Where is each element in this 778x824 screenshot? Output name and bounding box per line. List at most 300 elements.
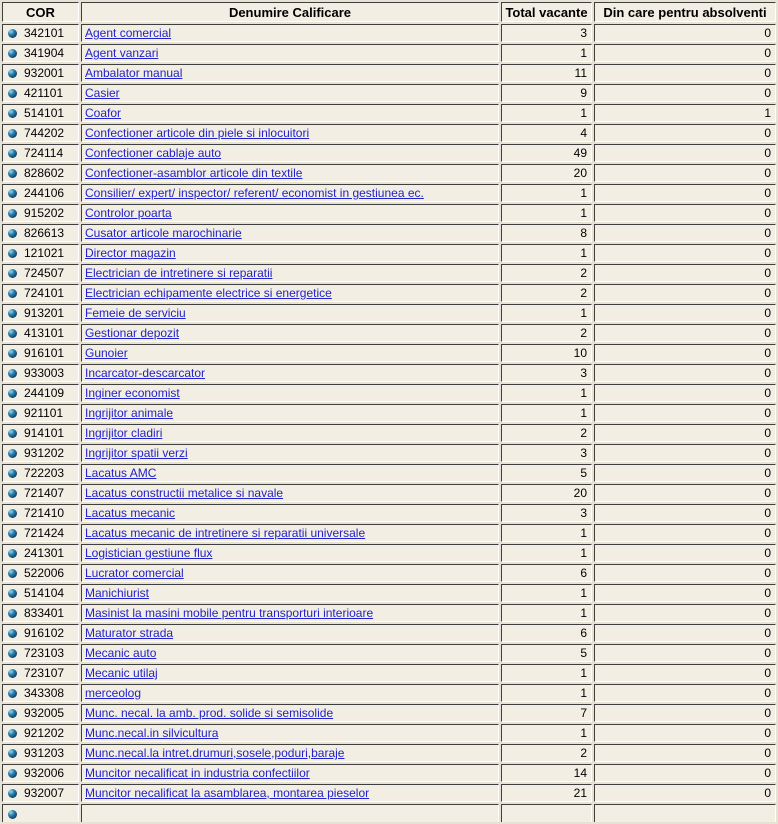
- sphere-bullet-icon: [8, 349, 17, 358]
- cor-cell: [2, 784, 79, 802]
- sphere-bullet-icon: [8, 149, 17, 158]
- graduate-vacancies-cell: [594, 104, 776, 122]
- graduate-vacancies-value: 0: [764, 286, 771, 300]
- cor-cell: [2, 284, 79, 302]
- graduate-vacancies-cell: [594, 224, 776, 242]
- total-vacancies-value: 9: [580, 86, 587, 100]
- table-row: [2, 364, 776, 382]
- graduate-vacancies-value: 0: [764, 186, 771, 200]
- total-vacancies-cell: [501, 64, 592, 82]
- qualification-link[interactable]: Consilier/ expert/ inspector/ referent/ economist in gestiunea ec.: [85, 186, 424, 200]
- qualification-link[interactable]: Muncitor necalificat la asamblarea, montarea pieselor: [85, 786, 370, 800]
- qualification-link[interactable]: Confectioner-asamblor articole din textile: [85, 166, 303, 180]
- cor-cell: [2, 624, 79, 642]
- graduate-vacancies-value: 0: [764, 686, 771, 700]
- total-vacancies-value: 21: [573, 786, 587, 800]
- cor-cell: [2, 124, 79, 142]
- cor-code: 121021: [24, 246, 65, 260]
- qualification-cell: [81, 304, 499, 322]
- total-vacancies-cell: [501, 204, 592, 222]
- graduate-vacancies-cell: [594, 524, 776, 542]
- total-vacancies-value: 1: [580, 726, 587, 740]
- cor-code: 921202: [24, 726, 65, 740]
- qualification-link[interactable]: Ingrijitor spatii verzi: [85, 446, 188, 460]
- total-vacancies-cell: [501, 784, 592, 802]
- graduate-vacancies-value: 0: [764, 446, 771, 460]
- qualification-link[interactable]: Coafor: [85, 106, 122, 120]
- table-row: [2, 564, 776, 582]
- qualification-link[interactable]: Femeie de serviciu: [85, 306, 186, 320]
- sphere-bullet-icon: [8, 469, 17, 478]
- sphere-bullet-icon: [8, 489, 17, 498]
- qualification-link[interactable]: Ingrijitor cladiri: [85, 426, 163, 440]
- total-vacancies-cell: [501, 144, 592, 162]
- sphere-bullet-icon: [8, 689, 17, 698]
- cor-cell: [2, 44, 79, 62]
- sphere-bullet-icon: [8, 569, 17, 578]
- qualification-link[interactable]: Electrician de intretinere si reparatii: [85, 266, 273, 280]
- qualification-cell: [81, 244, 499, 262]
- total-vacancies-value: 1: [580, 526, 587, 540]
- table-row: [2, 664, 776, 682]
- cor-code: 913201: [24, 306, 65, 320]
- cor-cell: [2, 384, 79, 402]
- cor-cell: [2, 524, 79, 542]
- cor-cell: [2, 544, 79, 562]
- cor-code: 933003: [24, 366, 65, 380]
- total-vacancies-cell: [501, 544, 592, 562]
- cor-code: 724101: [24, 286, 65, 300]
- cor-cell: [2, 564, 79, 582]
- cor-cell: [2, 404, 79, 422]
- qualification-link[interactable]: Confectioner cablaje auto: [85, 146, 222, 160]
- cor-cell: [2, 64, 79, 82]
- graduate-vacancies-value: 0: [764, 126, 771, 140]
- cor-code: 915202: [24, 206, 65, 220]
- graduate-vacancies-value: 0: [764, 486, 771, 500]
- qualification-link[interactable]: Ingrijitor animale: [85, 406, 174, 420]
- sphere-bullet-icon: [8, 49, 17, 58]
- graduate-vacancies-value: 0: [764, 346, 771, 360]
- qualification-cell: [81, 564, 499, 582]
- qualification-link[interactable]: Electrician echipamente electrice si energetice: [85, 286, 332, 300]
- cor-cell: [2, 424, 79, 442]
- graduate-vacancies-cell: [594, 604, 776, 622]
- table-row: [2, 644, 776, 662]
- total-vacancies-value: 4: [580, 126, 587, 140]
- total-vacancies-value: 11: [574, 66, 587, 80]
- sphere-bullet-icon: [8, 29, 17, 38]
- cor-code: 721424: [24, 526, 65, 540]
- graduate-vacancies-value: 0: [764, 666, 771, 680]
- table-row: [2, 384, 776, 402]
- cor-cell: [2, 104, 79, 122]
- total-vacancies-cell: [501, 364, 592, 382]
- cor-code: 914101: [24, 426, 65, 440]
- qualification-link[interactable]: Munc. necal. la amb. prod. solide si semisolide: [85, 706, 334, 720]
- graduate-vacancies-value: 0: [764, 326, 771, 340]
- cor-cell: [2, 184, 79, 202]
- graduate-vacancies-cell: [594, 264, 776, 282]
- graduate-vacancies-cell: [594, 24, 776, 42]
- graduate-vacancies-value: 0: [764, 306, 771, 320]
- table-row: [2, 584, 776, 602]
- graduate-vacancies-cell: [594, 724, 776, 742]
- graduate-vacancies-value: 1: [764, 106, 771, 120]
- sphere-bullet-icon: [8, 249, 17, 258]
- cor-cell: [2, 84, 79, 102]
- total-vacancies-value: 5: [580, 646, 587, 660]
- cor-cell: [2, 444, 79, 462]
- total-vacancies-cell: [501, 384, 592, 402]
- cor-cell: [2, 644, 79, 662]
- total-vacancies-cell: [501, 644, 592, 662]
- qualification-cell: [81, 444, 499, 462]
- cor-cell: [2, 344, 79, 362]
- table-row: [2, 284, 776, 302]
- sphere-bullet-icon: [8, 529, 17, 538]
- sphere-bullet-icon: [8, 769, 17, 778]
- qualification-link[interactable]: Inginer economist: [85, 386, 180, 400]
- qualification-cell: [81, 484, 499, 502]
- graduate-vacancies-value: 0: [764, 786, 771, 800]
- sphere-bullet-icon: [8, 589, 17, 598]
- qualification-cell: [81, 64, 499, 82]
- column-header-cor: COR: [2, 2, 79, 22]
- cor-code: 514101: [24, 106, 65, 120]
- table-row: [2, 44, 776, 62]
- header-row: [2, 2, 776, 22]
- sphere-bullet-icon: [8, 789, 17, 798]
- total-vacancies-cell: [501, 444, 592, 462]
- cor-cell: [2, 504, 79, 522]
- sphere-bullet-icon: [8, 669, 17, 678]
- total-vacancies-cell: [501, 284, 592, 302]
- qualification-link[interactable]: merceolog: [85, 686, 142, 700]
- graduate-vacancies-value: 0: [764, 386, 771, 400]
- table-row: [2, 504, 776, 522]
- table-row-partial: [2, 804, 776, 822]
- qualification-cell: [81, 124, 499, 142]
- total-vacancies-cell: [501, 404, 592, 422]
- cor-code: 921101: [24, 406, 64, 420]
- graduate-vacancies-value: 0: [764, 166, 771, 180]
- cor-cell: [2, 684, 79, 702]
- qualification-link[interactable]: Munc.necal.la intret.drumuri,sosele,poduri,baraje: [85, 746, 345, 760]
- total-vacancies-value: 1: [580, 246, 587, 260]
- sphere-bullet-icon: [8, 169, 17, 178]
- graduate-vacancies-value: 0: [764, 566, 771, 580]
- total-vacancies-value: 3: [580, 26, 587, 40]
- cor-code: 722203: [24, 466, 65, 480]
- qualification-link[interactable]: Director magazin: [85, 246, 176, 260]
- graduate-vacancies-cell: [594, 44, 776, 62]
- cor-cell: [2, 484, 79, 502]
- cor-cell: [2, 704, 79, 722]
- qualification-cell: [81, 704, 499, 722]
- total-vacancies-value: 20: [573, 166, 587, 180]
- qualification-link[interactable]: Munc.necal.in silvicultura: [85, 726, 219, 740]
- graduate-vacancies-cell: [594, 484, 776, 502]
- graduate-vacancies-cell: [594, 384, 776, 402]
- graduate-vacancies-value: 0: [764, 506, 771, 520]
- cor-code: 932001: [24, 66, 65, 80]
- cor-cell: [2, 744, 79, 762]
- graduate-vacancies-value: 0: [764, 646, 771, 660]
- sphere-bullet-icon: [8, 609, 17, 618]
- table-row: [2, 24, 776, 42]
- table-row: [2, 304, 776, 322]
- qualification-link[interactable]: Agent comercial: [85, 26, 172, 40]
- table-row: [2, 144, 776, 162]
- graduate-vacancies-cell: [594, 584, 776, 602]
- cor-code: 724114: [24, 146, 64, 160]
- total-vacancies-cell: [501, 184, 592, 202]
- total-vacancies-value: 1: [580, 586, 587, 600]
- total-vacancies-cell: [501, 464, 592, 482]
- total-vacancies-value: 49: [573, 146, 587, 160]
- graduate-vacancies-value: 0: [764, 406, 771, 420]
- total-vacancies-value: 1: [580, 186, 587, 200]
- total-vacancies-cell: [501, 244, 592, 262]
- graduate-vacancies-cell: [594, 124, 776, 142]
- sphere-bullet-icon: [8, 329, 17, 338]
- graduate-vacancies-value: 0: [764, 726, 771, 740]
- qualification-link[interactable]: Confectioner articole din piele si inlocuitori: [85, 126, 310, 140]
- total-vacancies-value: 20: [573, 486, 587, 500]
- qualification-link[interactable]: Lacatus mecanic de intretinere si reparatii universale: [85, 526, 366, 540]
- graduate-vacancies-cell: [594, 204, 776, 222]
- graduate-vacancies-value: 0: [764, 246, 771, 260]
- graduate-vacancies-value: 0: [764, 526, 771, 540]
- graduate-vacancies-cell: [594, 444, 776, 462]
- total-vacancies-value: 1: [580, 666, 587, 680]
- cor-code: 932007: [24, 786, 65, 800]
- cor-cell: [2, 244, 79, 262]
- graduate-vacancies-cell: [594, 564, 776, 582]
- table-row: [2, 224, 776, 242]
- column-header-graduate-vacancies: Din care pentru absolventi: [594, 2, 776, 22]
- table-row: [2, 764, 776, 782]
- sphere-bullet-icon: [8, 69, 17, 78]
- graduate-vacancies-value: 0: [764, 86, 771, 100]
- cor-cell: [2, 164, 79, 182]
- qualification-cell: [81, 204, 499, 222]
- qualification-link[interactable]: Logistician gestiune flux: [85, 546, 213, 560]
- total-vacancies-cell: [501, 224, 592, 242]
- column-header-qualification: Denumire Calificare: [81, 2, 499, 22]
- graduate-vacancies-cell: [594, 184, 776, 202]
- qualification-cell: [81, 144, 499, 162]
- qualification-cell: [81, 324, 499, 342]
- table-row: [2, 184, 776, 202]
- graduate-vacancies-cell: [594, 84, 776, 102]
- cor-cell: [2, 144, 79, 162]
- total-vacancies-cell: [501, 804, 592, 822]
- total-vacancies-value: 2: [580, 266, 587, 280]
- cor-code: 522006: [24, 566, 65, 580]
- graduate-vacancies-value: 0: [764, 766, 771, 780]
- cor-cell: [2, 204, 79, 222]
- qualification-cell: [81, 364, 499, 382]
- cor-code: 932006: [24, 766, 65, 780]
- qualification-cell: [81, 544, 499, 562]
- qualification-link[interactable]: Lacatus mecanic: [85, 506, 176, 520]
- cor-code: 343308: [24, 686, 65, 700]
- qualification-link[interactable]: Cusator articole marochinarie: [85, 226, 242, 240]
- cor-code: 413101: [24, 326, 65, 340]
- sphere-bullet-icon: [8, 229, 17, 238]
- sphere-bullet-icon: [8, 369, 17, 378]
- cor-code: 828602: [24, 166, 65, 180]
- graduate-vacancies-cell: [594, 304, 776, 322]
- graduate-vacancies-value: 0: [764, 266, 771, 280]
- cor-cell: [2, 724, 79, 742]
- total-vacancies-value: 1: [580, 386, 587, 400]
- sphere-bullet-icon: [8, 709, 17, 718]
- sphere-bullet-icon: [8, 269, 17, 278]
- qualification-cell: [81, 344, 499, 362]
- total-vacancies-value: 1: [580, 406, 587, 420]
- graduate-vacancies-cell: [594, 244, 776, 262]
- total-vacancies-value: 1: [580, 46, 587, 60]
- qualification-link[interactable]: Manichiurist: [85, 586, 150, 600]
- graduate-vacancies-value: 0: [764, 206, 771, 220]
- qualification-link[interactable]: Masinist la masini mobile pentru transporturi interioare: [85, 606, 374, 620]
- graduate-vacancies-cell: [594, 684, 776, 702]
- graduate-vacancies-cell: [594, 804, 776, 822]
- qualification-link[interactable]: Incarcator-descarcator: [85, 366, 206, 380]
- table-row: [2, 324, 776, 342]
- total-vacancies-cell: [501, 604, 592, 622]
- graduate-vacancies-cell: [594, 324, 776, 342]
- qualification-cell: [81, 644, 499, 662]
- cor-code: 724507: [24, 266, 65, 280]
- graduate-vacancies-cell: [594, 764, 776, 782]
- cor-code: 514104: [24, 586, 65, 600]
- table-row: [2, 744, 776, 762]
- total-vacancies-value: 2: [580, 746, 587, 760]
- graduate-vacancies-cell: [594, 404, 776, 422]
- sphere-bullet-icon: [8, 109, 17, 118]
- table-row: [2, 164, 776, 182]
- sphere-bullet-icon: [8, 389, 17, 398]
- total-vacancies-value: 3: [580, 446, 587, 460]
- qualification-link[interactable]: Agent vanzari: [85, 46, 159, 60]
- qualification-link[interactable]: Lucrator comercial: [85, 566, 184, 580]
- table-row: [2, 264, 776, 282]
- table-row: [2, 544, 776, 562]
- cor-code: 244106: [24, 186, 65, 200]
- table-row: [2, 344, 776, 362]
- total-vacancies-cell: [501, 24, 592, 42]
- sphere-bullet-icon: [8, 309, 17, 318]
- table-row: [2, 444, 776, 462]
- total-vacancies-value: 1: [580, 546, 587, 560]
- total-vacancies-value: 6: [580, 626, 587, 640]
- cor-code: 744202: [24, 126, 65, 140]
- graduate-vacancies-cell: [594, 644, 776, 662]
- qualification-link[interactable]: Mecanic auto: [85, 646, 157, 660]
- sphere-bullet-icon: [8, 209, 17, 218]
- total-vacancies-value: 1: [580, 606, 587, 620]
- total-vacancies-cell: [501, 684, 592, 702]
- qualification-link[interactable]: Casier: [85, 86, 120, 100]
- table-row: [2, 64, 776, 82]
- sphere-bullet-icon: [8, 629, 17, 638]
- table-body: [2, 24, 776, 822]
- qualification-cell: [81, 104, 499, 122]
- graduate-vacancies-cell: [594, 504, 776, 522]
- graduate-vacancies-cell: [594, 344, 776, 362]
- graduate-vacancies-value: 0: [764, 426, 771, 440]
- graduate-vacancies-value: 0: [764, 66, 771, 80]
- table-row: [2, 604, 776, 622]
- total-vacancies-cell: [501, 524, 592, 542]
- total-vacancies-cell: [501, 664, 592, 682]
- total-vacancies-cell: [501, 704, 592, 722]
- sphere-bullet-icon: [8, 509, 17, 518]
- qualification-link[interactable]: Ambalator manual: [85, 66, 183, 80]
- total-vacancies-cell: [501, 624, 592, 642]
- graduate-vacancies-value: 0: [764, 706, 771, 720]
- sphere-bullet-icon: [8, 649, 17, 658]
- cor-code: 833401: [24, 606, 65, 620]
- total-vacancies-value: 2: [580, 426, 587, 440]
- graduate-vacancies-cell: [594, 144, 776, 162]
- cor-code: 931203: [24, 746, 65, 760]
- total-vacancies-value: 7: [580, 706, 587, 720]
- total-vacancies-cell: [501, 264, 592, 282]
- cor-cell: [2, 464, 79, 482]
- qualification-link[interactable]: Lacatus AMC: [85, 466, 157, 480]
- total-vacancies-cell: [501, 744, 592, 762]
- cor-cell: [2, 324, 79, 342]
- qualification-link[interactable]: Muncitor necalificat in industria confectiilor: [85, 766, 310, 780]
- qualification-link[interactable]: Gestionar depozit: [85, 326, 180, 340]
- qualification-link[interactable]: Controlor poarta: [85, 206, 172, 220]
- total-vacancies-cell: [501, 304, 592, 322]
- sphere-bullet-icon: [8, 89, 17, 98]
- sphere-bullet-icon: [8, 749, 17, 758]
- qualification-cell: [81, 684, 499, 702]
- qualification-link[interactable]: Gunoier: [85, 346, 128, 360]
- qualification-cell: [81, 164, 499, 182]
- table-row: [2, 404, 776, 422]
- qualification-cell: [81, 24, 499, 42]
- table-row: [2, 244, 776, 262]
- qualification-link[interactable]: Maturator strada: [85, 626, 174, 640]
- qualification-cell: [81, 604, 499, 622]
- total-vacancies-value: 1: [580, 686, 587, 700]
- graduate-vacancies-cell: [594, 64, 776, 82]
- cor-code: 341904: [24, 46, 65, 60]
- qualification-link[interactable]: Mecanic utilaj: [85, 666, 158, 680]
- graduate-vacancies-cell: [594, 164, 776, 182]
- cor-code: 241301: [24, 546, 65, 560]
- graduate-vacancies-value: 0: [764, 46, 771, 60]
- graduate-vacancies-value: 0: [764, 606, 771, 620]
- graduate-vacancies-value: 0: [764, 466, 771, 480]
- qualification-cell: [81, 84, 499, 102]
- qualification-cell: [81, 264, 499, 282]
- graduate-vacancies-cell: [594, 784, 776, 802]
- qualification-cell: [81, 784, 499, 802]
- cor-code: 932005: [24, 706, 65, 720]
- qualification-cell: [81, 764, 499, 782]
- qualification-link[interactable]: Lacatus constructii metalice si navale: [85, 486, 284, 500]
- qualification-cell: [81, 524, 499, 542]
